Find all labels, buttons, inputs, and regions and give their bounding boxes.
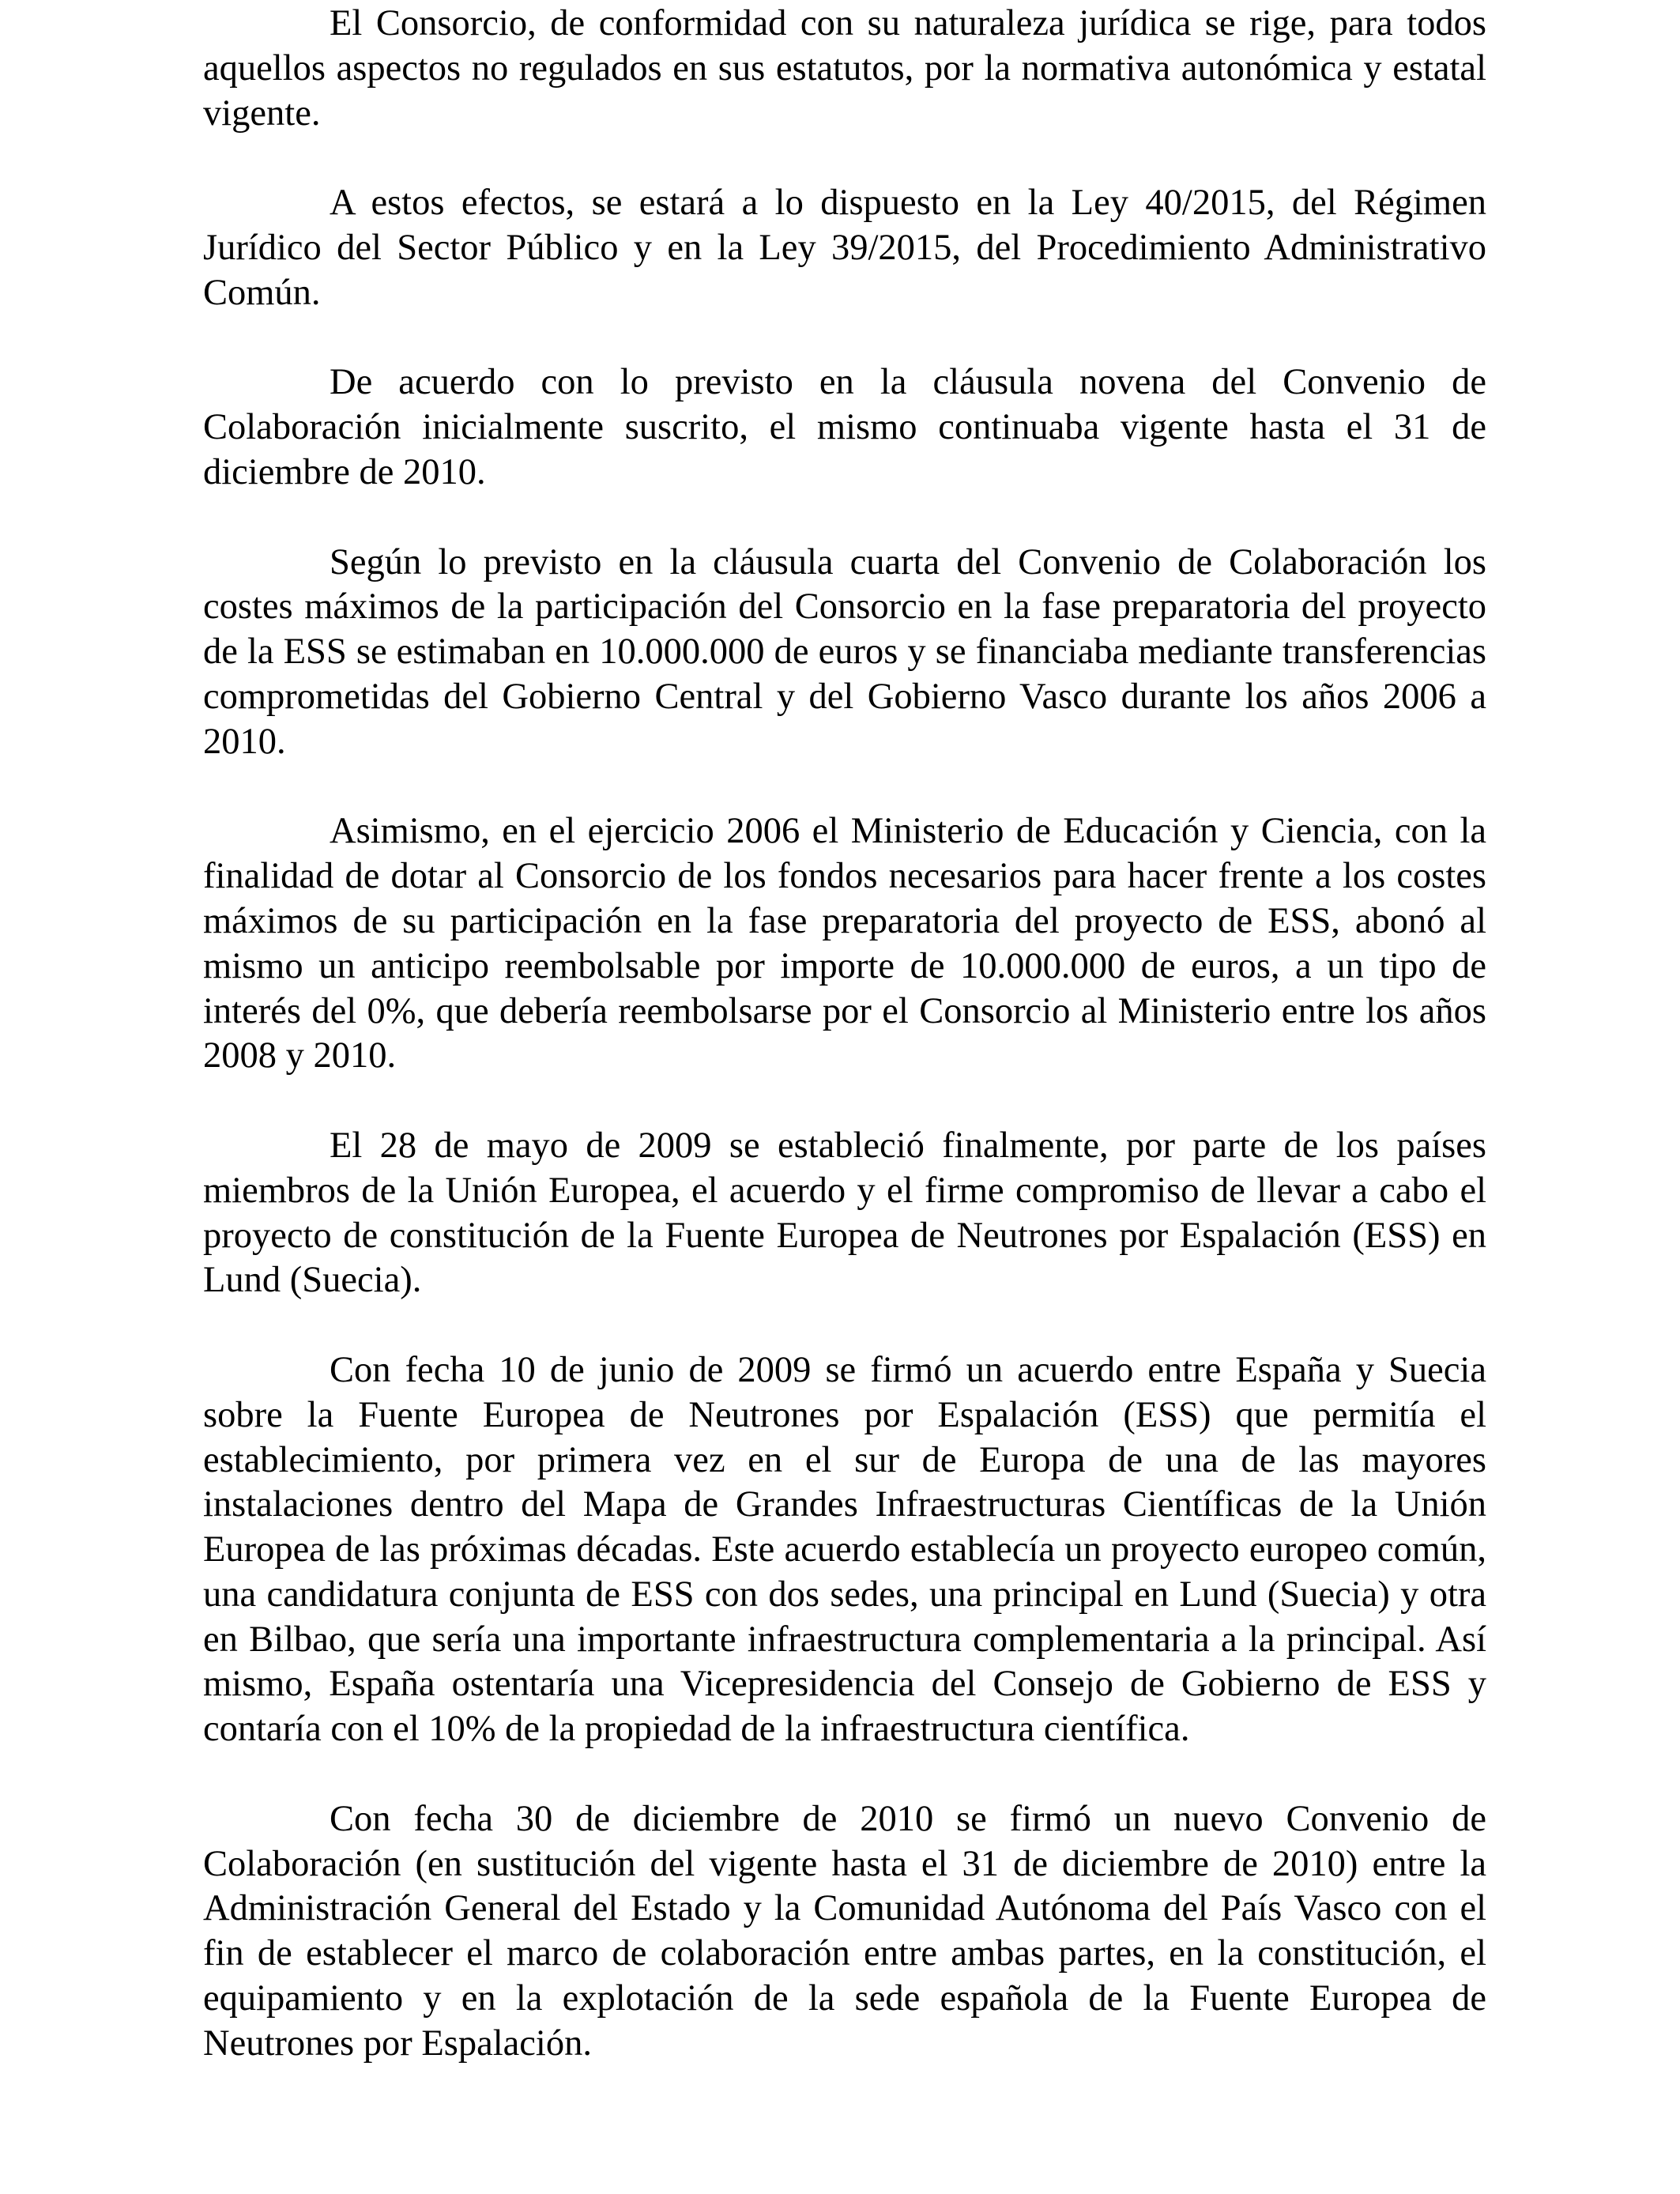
document-body: [203, 2, 1486, 2067]
paragraph-spain-sweden-agreement: Con fecha 10 de junio de 2009 se firmó un acuerdo entre España y Suecia sobre la Fuente Europea de Neutrones por Espalación (ESS) que permitía el establecimiento, por primera vez en el sur de Europa de una de las mayores instalaciones dentro del Mapa de Grandes Infraestructuras Científicas de la Unión Europea de las próximas décadas. Este acuerdo establecía un proyecto europeo común, una candidatura conjunta de ESS con dos sedes, una principal en Lund (Suecia) y otra en Bilbao, que sería una importante infraestructura complementaria a la principal. Así mismo, España ostentaría una Vicepresidencia del Consejo de Gobierno de ESS y contaría con el 10% de la propiedad de la infraestructura científica.: [203, 1349, 1486, 1750]
paragraph-maximum-costs: Según lo previsto en la cláusula cuarta del Convenio de Colaboración los costes máximos de la participación del Consorcio en la fase preparatoria del proyecto de la ESS se estimaban en 10.000.000 de euros y se financiaba mediante transferencias comprometidas del Gobierno Central y del Gobierno Vasco durante los años 2006 a 2010.: [203, 541, 1486, 762]
paragraph-agreement-validity: De acuerdo con lo previsto en la cláusula novena del Convenio de Colaboración inicialmente suscrito, el mismo continuaba vigente hasta el 31 de diciembre de 2010.: [203, 362, 1486, 492]
paragraph-applicable-laws: A estos efectos, se estará a lo dispuesto en la Ley 40/2015, del Régimen Jurídico del Sector Público y en la Ley 39/2015, del Procedimiento Administrativo Común.: [203, 183, 1486, 313]
paragraph-refundable-advance: Asimismo, en el ejercicio 2006 el Ministerio de Educación y Ciencia, con la finalidad de dotar al Consorcio de los fondos necesarios para hacer frente a los costes máximos de su participación en la fase preparatoria del proyecto de ESS, abonó al mismo un anticipo reembolsable por importe de 10.000.000 de euros, a un tipo de interés del 0%, que debería reembolsarse por el Consorcio al Ministerio entre los años 2008 y 2010.: [203, 811, 1486, 1076]
paragraph-governing-law: El Consorcio, de conformidad con su naturaleza jurídica se rige, para todos aquellos aspectos no regulados en sus estatutos, por la normativa autonómica y estatal vigente.: [203, 3, 1486, 134]
paragraph-eu-agreement: El 28 de mayo de 2009 se estableció finalmente, por parte de los países miembros de la Unión Europea, el acuerdo y el firme compromiso de llevar a cabo el proyecto de constitución de la Fuente Europea de Neutrones por Espalación (ESS) en Lund (Suecia).: [203, 1125, 1486, 1301]
paragraph-new-agreement: Con fecha 30 de diciembre de 2010 se firmó un nuevo Convenio de Colaboración (en sustitución del vigente hasta el 31 de diciembre de 2010) entre la Administración General del Estado y la Comunidad Autónoma del País Vasco con el fin de establecer el marco de colaboración entre ambas partes, en la constitución, el equipamiento y en la explotación de la sede española de la Fuente Europea de Neutrones por Espalación.: [203, 1798, 1486, 2064]
